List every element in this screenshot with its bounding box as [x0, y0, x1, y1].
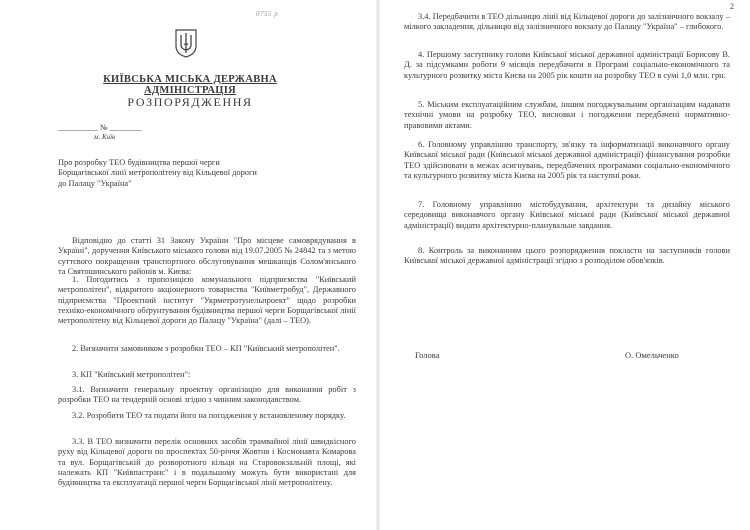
item-1: 1. Погодитись з пропозицією комунального підприємства "Київський метрополітен", відкритого акціонерного товариства "Київметробуд", Державного підприємства "Проектний інститут "Укрметротунельпроект" щодо розробки техніко-економічного обґрунтування будівництва першої черги Борщагівської лінії метрополітену від Кільцевої дороги до Палацу "Україна" (далі – ТЕО).: [58, 275, 356, 326]
item-3-2: 3.2. Розробити ТЕО та подати його на погодження у встановленому порядку.: [72, 411, 346, 420]
item-8: 8. Контроль за виконанням цього розпорядження покласти на заступників голови Київської міської державної адміністрації згідно з розподілом обов'язків.: [404, 246, 730, 266]
document-subject: Про розробку ТЕО будівництва першої черги Борщагівської лінії метрополітену від Кільцевої дороги до Палацу "Україна": [58, 158, 257, 188]
organization-name: КИЇВСЬКА МІСЬКА ДЕРЖАВНА АДМІНІСТРАЦІЯ: [103, 74, 277, 96]
item-2: 2. Визначити замовником з розробки ТЕО – КП "Київський метрополітен".: [72, 344, 340, 353]
document-city: м. Київ: [94, 133, 116, 141]
item-3-4: 3.4. Передбачити в ТЕО дільницю лінії від Кільцевої дороги до залізничного вокзалу – мілкого закладення, дільницю від залізничного вокзалу до Палацу "Україна" – глибокого.: [404, 12, 730, 32]
signature-name: О. Омельченко: [625, 350, 679, 360]
trident-emblem-icon: [174, 28, 198, 58]
archive-stamp: 0755 р: [256, 10, 279, 18]
item-3: 3. КП "Київський метрополітен":: [72, 370, 191, 379]
item-4: 4. Першому заступнику голови Київської міської державної адміністрації Борисову В. Д. за підсумками роботи 9 місяців передбачити в Програмі соціально-економічного та культурного розвитку міста Києва на 2005 рік кошти на розробку ТЕО в сумі 1,0 млн. грн.: [404, 50, 730, 80]
item-3-3: 3.3. В ТЕО визначити перелік основних засобів трамвайної лінії швидкісного руху від Кільцевої дороги по проспектах 50-річчя Жовтня і Космонавта Комарова та вул. Борщагівській до розворотного кільця на Старовокзальній площі, які належать КП "Київпастранс" і в подальшому можуть бути використані для будівництва та експлуатації першої черги Борщагівської лінії метрополітену.: [58, 437, 356, 488]
item-3-1: 3.1. Визначити генеральну проектну організацію для виконання робіт з розробки ТЕО на тендерній основі згідно з чинним законодавством.: [58, 385, 356, 405]
page-number: 2: [730, 2, 734, 11]
preamble: Відповідно до статті 31 Закону України "Про місцеве самоврядування в Україні", доручення Київського міського голови від 19.07.2005 № 24842 та з метою суттєвого покращення транспортного обслуговування мешканців Солом'янського та Святошинського районів м. Києва:: [58, 236, 356, 276]
item-6: 6. Головному управлінню транспорту, зв'язку та інформатизації виконавчого органу Київської міської ради (Київської міської державної адміністрації) фінансування розробки ТЕО здійснювати в межах асигнувань, передбачених програмами соціально-економічного та культурного розвитку міста Києва на 2005 рік та наступні роки.: [404, 140, 730, 180]
document-title: РОЗПОРЯДЖЕННЯ: [127, 95, 253, 109]
item-7: 7. Головному управлінню містобудування, архітектури та дизайну міського середовища виконавчого органу Київської міської ради (Київської міської державної адміністрації) видати архітектурно-планувальне завдання.: [404, 200, 730, 230]
signature-title: Голова: [415, 350, 440, 360]
item-5: 5. Міським експлуатаційним службам, іншим погоджувальним організаціям надавати технічні умови на розробку ТЕО, висновки і погодження передбачені нормативно-правовими актами.: [404, 100, 730, 130]
document-number-line: __________ № ________: [58, 123, 142, 132]
document-page-right: [380, 0, 750, 530]
